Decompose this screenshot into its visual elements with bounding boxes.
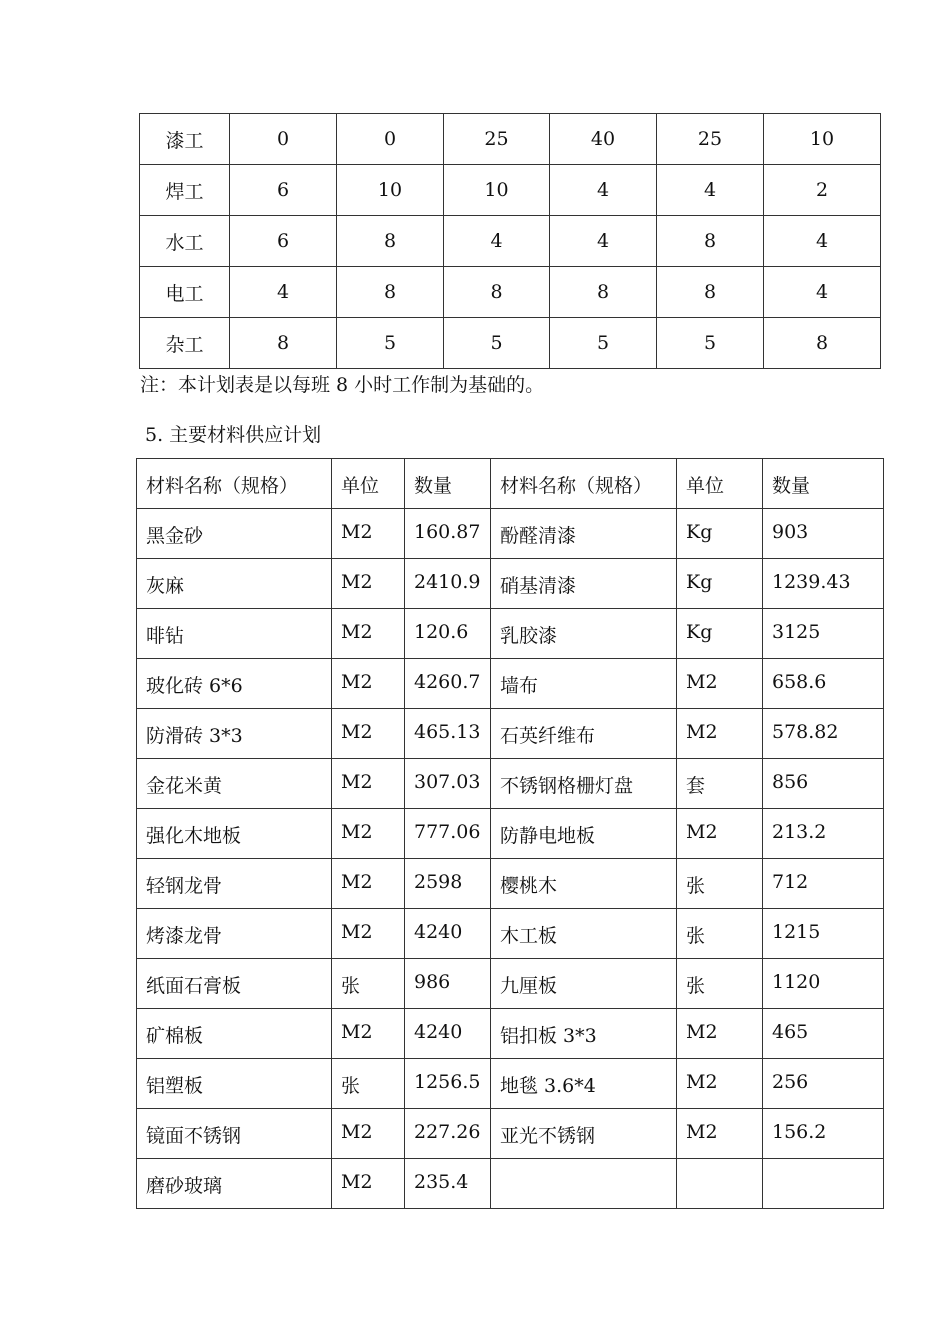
unit-cell: M2 bbox=[332, 509, 405, 559]
trade-cell: 漆工 bbox=[140, 114, 230, 165]
material-name-cell: 矿棉板 bbox=[137, 1009, 332, 1059]
unit-cell: M2 bbox=[677, 1059, 763, 1109]
labor-count-cell: 4 bbox=[444, 216, 550, 267]
material-name-cell: 金花米黄 bbox=[137, 759, 332, 809]
header-cell: 材料名称（规格） bbox=[491, 459, 677, 509]
labor-count-cell: 0 bbox=[230, 114, 337, 165]
quantity-cell bbox=[763, 1159, 884, 1209]
quantity-cell: 465.13 bbox=[405, 709, 491, 759]
labor-count-cell: 25 bbox=[444, 114, 550, 165]
material-name-cell: 磨砂玻璃 bbox=[137, 1159, 332, 1209]
table-row bbox=[137, 909, 884, 959]
material-name-cell: 灰麻 bbox=[137, 559, 332, 609]
labor-count-cell: 4 bbox=[764, 267, 881, 318]
trade-cell: 焊工 bbox=[140, 165, 230, 216]
material-name-cell: 防静电地板 bbox=[491, 809, 677, 859]
quantity-cell: 160.87 bbox=[405, 509, 491, 559]
quantity-cell: 1215 bbox=[763, 909, 884, 959]
quantity-cell: 1120 bbox=[763, 959, 884, 1009]
unit-cell: M2 bbox=[332, 1009, 405, 1059]
unit-cell: M2 bbox=[332, 809, 405, 859]
table-row bbox=[140, 114, 881, 165]
labor-count-cell: 5 bbox=[657, 318, 764, 369]
table-row bbox=[137, 509, 884, 559]
unit-cell bbox=[677, 1159, 763, 1209]
table-row bbox=[137, 1159, 884, 1209]
quantity-cell: 1239.43 bbox=[763, 559, 884, 609]
quantity-cell: 658.6 bbox=[763, 659, 884, 709]
labor-count-cell: 8 bbox=[230, 318, 337, 369]
unit-cell: M2 bbox=[332, 609, 405, 659]
trade-cell: 杂工 bbox=[140, 318, 230, 369]
labor-count-cell: 4 bbox=[230, 267, 337, 318]
unit-cell: M2 bbox=[332, 1159, 405, 1209]
labor-count-cell: 10 bbox=[337, 165, 444, 216]
labor-count-cell: 0 bbox=[337, 114, 444, 165]
unit-cell: M2 bbox=[677, 709, 763, 759]
quantity-cell: 213.2 bbox=[763, 809, 884, 859]
labor-table-body bbox=[140, 114, 881, 369]
labor-count-cell: 8 bbox=[550, 267, 657, 318]
material-name-cell: 啡钻 bbox=[137, 609, 332, 659]
material-name-cell: 不锈钢格栅灯盘 bbox=[491, 759, 677, 809]
quantity-cell: 777.06 bbox=[405, 809, 491, 859]
unit-cell: 张 bbox=[677, 959, 763, 1009]
material-name-cell: 铝塑板 bbox=[137, 1059, 332, 1109]
unit-cell: 套 bbox=[677, 759, 763, 809]
quantity-cell: 227.26 bbox=[405, 1109, 491, 1159]
labor-count-cell: 4 bbox=[550, 216, 657, 267]
unit-cell: 张 bbox=[332, 959, 405, 1009]
labor-plan-table bbox=[139, 113, 881, 369]
quantity-cell: 856 bbox=[763, 759, 884, 809]
quantity-cell: 2410.9 bbox=[405, 559, 491, 609]
material-name-cell: 酚醛清漆 bbox=[491, 509, 677, 559]
table-row bbox=[140, 216, 881, 267]
material-name-cell: 地毯 3.6*4 bbox=[491, 1059, 677, 1109]
unit-cell: Kg bbox=[677, 559, 763, 609]
table-header-row bbox=[137, 459, 884, 509]
quantity-cell: 2598 bbox=[405, 859, 491, 909]
unit-cell: 张 bbox=[677, 909, 763, 959]
labor-count-cell: 5 bbox=[444, 318, 550, 369]
unit-cell: M2 bbox=[677, 659, 763, 709]
labor-count-cell: 4 bbox=[657, 165, 764, 216]
unit-cell: M2 bbox=[677, 809, 763, 859]
quantity-cell: 578.82 bbox=[763, 709, 884, 759]
labor-count-cell: 8 bbox=[764, 318, 881, 369]
labor-count-cell: 4 bbox=[550, 165, 657, 216]
material-name-cell: 乳胶漆 bbox=[491, 609, 677, 659]
unit-cell: 张 bbox=[332, 1059, 405, 1109]
labor-count-cell: 8 bbox=[657, 267, 764, 318]
material-name-cell: 亚光不锈钢 bbox=[491, 1109, 677, 1159]
table-row bbox=[137, 1059, 884, 1109]
labor-count-cell: 8 bbox=[444, 267, 550, 318]
table-row bbox=[137, 709, 884, 759]
table-row bbox=[137, 659, 884, 709]
quantity-cell: 1256.5 bbox=[405, 1059, 491, 1109]
unit-cell: Kg bbox=[677, 509, 763, 559]
unit-cell: M2 bbox=[332, 759, 405, 809]
material-name-cell: 樱桃木 bbox=[491, 859, 677, 909]
material-name-cell: 轻钢龙骨 bbox=[137, 859, 332, 909]
quantity-cell: 256 bbox=[763, 1059, 884, 1109]
header-cell: 材料名称（规格） bbox=[137, 459, 332, 509]
unit-cell: M2 bbox=[332, 859, 405, 909]
table-row bbox=[137, 859, 884, 909]
material-name-cell: 石英纤维布 bbox=[491, 709, 677, 759]
labor-count-cell: 6 bbox=[230, 216, 337, 267]
quantity-cell: 120.6 bbox=[405, 609, 491, 659]
table-row bbox=[137, 809, 884, 859]
material-name-cell: 纸面石膏板 bbox=[137, 959, 332, 1009]
labor-count-cell: 40 bbox=[550, 114, 657, 165]
labor-count-cell: 2 bbox=[764, 165, 881, 216]
labor-count-cell: 25 bbox=[657, 114, 764, 165]
table-note: 注：本计划表是以每班 8 小时工作制为基础的。 bbox=[140, 374, 545, 396]
unit-cell: M2 bbox=[677, 1009, 763, 1059]
unit-cell: 张 bbox=[677, 859, 763, 909]
unit-cell: M2 bbox=[332, 659, 405, 709]
unit-cell: M2 bbox=[332, 559, 405, 609]
quantity-cell: 903 bbox=[763, 509, 884, 559]
labor-count-cell: 10 bbox=[444, 165, 550, 216]
table-row bbox=[140, 318, 881, 369]
quantity-cell: 4240 bbox=[405, 909, 491, 959]
material-name-cell: 铝扣板 3*3 bbox=[491, 1009, 677, 1059]
header-cell: 数量 bbox=[405, 459, 491, 509]
labor-count-cell: 5 bbox=[337, 318, 444, 369]
material-name-cell: 九厘板 bbox=[491, 959, 677, 1009]
header-cell: 数量 bbox=[763, 459, 884, 509]
quantity-cell: 465 bbox=[763, 1009, 884, 1059]
labor-count-cell: 8 bbox=[337, 267, 444, 318]
material-name-cell bbox=[491, 1159, 677, 1209]
materials-supply-table bbox=[136, 458, 884, 1209]
material-name-cell: 黑金砂 bbox=[137, 509, 332, 559]
table-row bbox=[137, 609, 884, 659]
table-row bbox=[140, 267, 881, 318]
materials-table-body bbox=[137, 459, 884, 1209]
table-row bbox=[137, 759, 884, 809]
labor-count-cell: 8 bbox=[337, 216, 444, 267]
quantity-cell: 4240 bbox=[405, 1009, 491, 1059]
trade-cell: 电工 bbox=[140, 267, 230, 318]
table-row bbox=[140, 165, 881, 216]
labor-count-cell: 6 bbox=[230, 165, 337, 216]
labor-count-cell: 10 bbox=[764, 114, 881, 165]
trade-cell: 水工 bbox=[140, 216, 230, 267]
unit-cell: M2 bbox=[332, 1109, 405, 1159]
header-cell: 单位 bbox=[677, 459, 763, 509]
table-row bbox=[137, 1109, 884, 1159]
unit-cell: M2 bbox=[332, 909, 405, 959]
quantity-cell: 156.2 bbox=[763, 1109, 884, 1159]
material-name-cell: 烤漆龙骨 bbox=[137, 909, 332, 959]
material-name-cell: 玻化砖 6*6 bbox=[137, 659, 332, 709]
quantity-cell: 3125 bbox=[763, 609, 884, 659]
table-row bbox=[137, 1009, 884, 1059]
material-name-cell: 硝基清漆 bbox=[491, 559, 677, 609]
material-name-cell: 强化木地板 bbox=[137, 809, 332, 859]
material-name-cell: 墙布 bbox=[491, 659, 677, 709]
quantity-cell: 235.4 bbox=[405, 1159, 491, 1209]
table-row bbox=[137, 959, 884, 1009]
unit-cell: M2 bbox=[332, 709, 405, 759]
material-name-cell: 防滑砖 3*3 bbox=[137, 709, 332, 759]
unit-cell: Kg bbox=[677, 609, 763, 659]
quantity-cell: 986 bbox=[405, 959, 491, 1009]
labor-count-cell: 8 bbox=[657, 216, 764, 267]
quantity-cell: 4260.7 bbox=[405, 659, 491, 709]
labor-count-cell: 4 bbox=[764, 216, 881, 267]
material-name-cell: 镜面不锈钢 bbox=[137, 1109, 332, 1159]
quantity-cell: 307.03 bbox=[405, 759, 491, 809]
quantity-cell: 712 bbox=[763, 859, 884, 909]
material-name-cell: 木工板 bbox=[491, 909, 677, 959]
table-row bbox=[137, 559, 884, 609]
unit-cell: M2 bbox=[677, 1109, 763, 1159]
header-cell: 单位 bbox=[332, 459, 405, 509]
labor-count-cell: 5 bbox=[550, 318, 657, 369]
section-title: 5. 主要材料供应计划 bbox=[145, 424, 322, 446]
